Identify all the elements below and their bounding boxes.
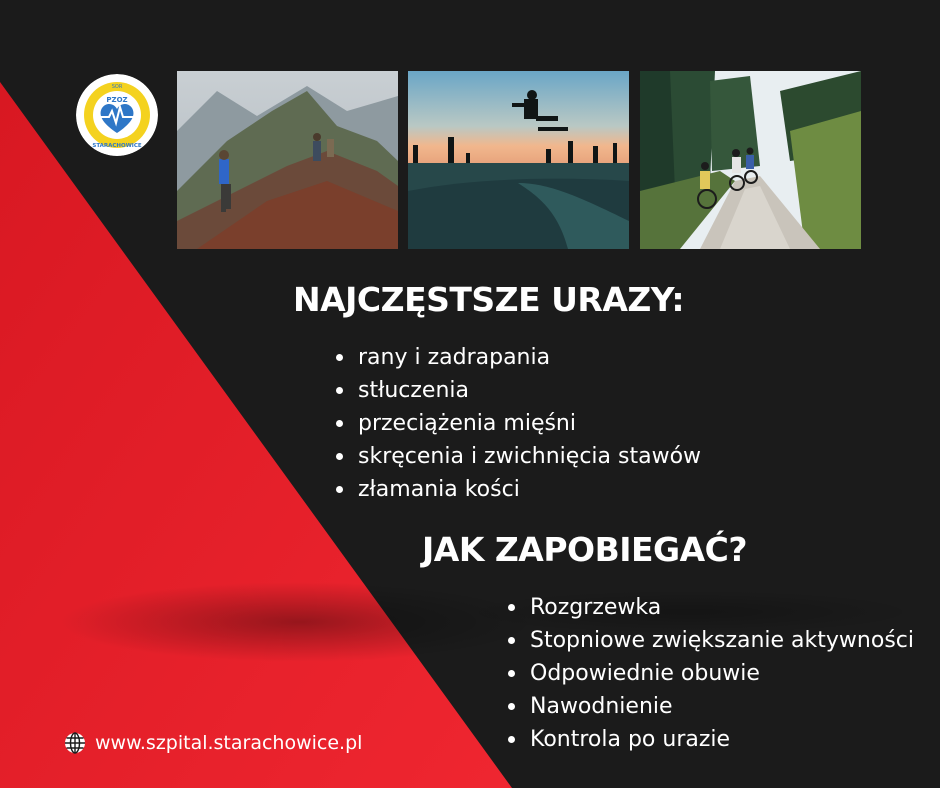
injuries-list <box>334 341 774 506</box>
list-item: przeciążenia mięśni <box>334 407 774 440</box>
list-item: Odpowiednie obuwie <box>506 657 936 690</box>
website-url[interactable]: www.szpital.starachowice.pl <box>95 732 363 754</box>
svg-text:STARACHOWICE: STARACHOWICE <box>92 143 142 149</box>
injuries-heading: NAJCZĘSTSZE URAZY: <box>293 280 685 319</box>
svg-text:PZOZ: PZOZ <box>106 96 128 104</box>
list-item: stłuczenia <box>334 374 774 407</box>
list-item: Nawodnienie <box>506 690 936 723</box>
globe-icon <box>64 732 86 754</box>
list-item: złamania kości <box>334 473 774 506</box>
svg-text:SOR: SOR <box>111 84 123 90</box>
list-item: Stopniowe zwiększanie aktywności <box>506 624 936 657</box>
list-item: Rozgrzewka <box>506 591 936 624</box>
hiking-photo-icon <box>177 71 398 249</box>
list-item: Kontrola po urazie <box>506 723 936 756</box>
prevention-list <box>506 591 936 756</box>
website-link[interactable] <box>64 731 362 755</box>
list-item: skręcenia i zwichnięcia stawów <box>334 440 774 473</box>
cycling-photo-icon <box>640 71 861 249</box>
hospital-logo-icon <box>76 74 158 156</box>
skateboarding-photo-icon <box>408 71 629 249</box>
list-item: rany i zadrapania <box>334 341 774 374</box>
prevention-heading: JAK ZAPOBIEGAĆ? <box>422 530 748 569</box>
shadow-band <box>60 582 540 662</box>
